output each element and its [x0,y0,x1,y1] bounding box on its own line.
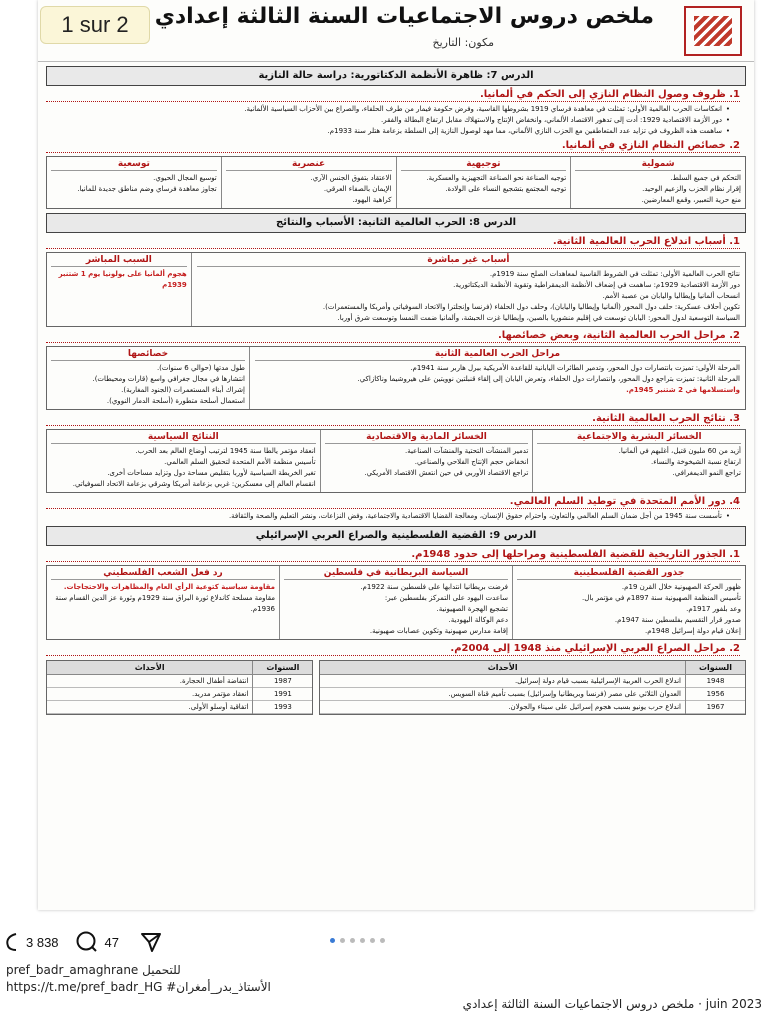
comment-icon[interactable] [75,930,99,954]
logo-icon [694,16,732,46]
lesson-8-section-3-title: 3. نتائج الحرب العالمية الثانية. [46,413,740,426]
column-item: ارتفاع نسبة الشيخوخة والنساء. [651,458,741,466]
lesson-8-section-1-title: 1. أسباب اندلاع الحرب العالمية الثانية. [46,236,740,249]
caption-line-1: pref_badr_amaghrane للتحميل [6,963,181,977]
list-item: • دور الأزمة الاقتصادية 1929: أدت إلى تدهور الاقتصاد الألماني، وانخفاض الإنتاج والاستهلاك مقابل ارتفاع البطالة والفقر. [50,115,730,126]
carousel-dots [330,938,385,943]
palestine-roots-table [46,565,746,640]
caption-line-3: juin 2023 · ملخص دروس الاجتماعيات السنة الثالثة إعدادي [462,997,762,1011]
timeline-events [320,661,685,714]
carousel-dot[interactable] [350,938,355,943]
nazi-features-table [46,156,746,209]
lesson-7-title: الدرس 7: ظاهرة الأنظمة الدكتاتورية: دراسة حالة النازية [46,66,746,86]
carousel-dot[interactable] [330,938,335,943]
list-item: • انعكاسات الحرب العالمية الأولى: تمثلت في معاهدة فرساي 1919 بشروطها القاسية، وفرض حكومة فيمار من طرف الحلفاء، والصراع بين الأحزاب السياسية الألمانية. [50,104,730,115]
column-item: دور الأزمة الاقتصادية 1929م: ساهمت في إضعاف الأنظمة الديمقراطية وتقوية الأنظمة الديكتاتورية. [453,281,740,289]
column-item: انسحاب ألمانيا وإيطاليا واليابان من عصبة الأمم. [602,292,740,300]
column-head: توسعية [51,159,217,171]
carousel-dot[interactable] [360,938,365,943]
column-item: تأسيس المنظمة الصهيونية سنة 1897م في مؤتمر بال. [582,594,741,602]
lesson-8-section-2-title: 2. مراحل الحرب العالمية الثانية، وبعض خصائصها. [46,330,740,343]
column-item: توجيه المجتمع بتشجيع النساء على الولادة. [445,185,567,193]
column-item: انعقاد مؤتمر يالطا سنة 1945 لترتيب أوضاع العالم بعد الحرب. [135,447,316,455]
timeline-years [252,661,312,714]
lesson-8-section-4-list [50,511,730,522]
column-item: مقاومة سياسية كتوعية الرأي العام والمظاهرات والاحتجاجات. [63,583,275,591]
column-head: خصائصها [51,349,245,361]
column-item: المرحلة الأولى: تميزت بانتصارات دول المحور، وتدمير الطائرات اليابانية للقاعدة الأمريكية بيرل هاربر سنة 1941م. [410,364,740,372]
column-item: تأسيس منظمة الأمم المتحدة لتحقيق السلم العالمي. [164,458,316,466]
column-item: استعمال أسلحة متطورة (أسلحة الدمار النووي). [106,397,245,405]
column-head: مراحل الحرب العالمية الثانية [255,349,740,361]
list-item: • ساهمت هذه الظروف في تزايد عدد المتعاطفين مع الحزب النازي الألماني، مما مهد لوصول النازية إلى السلطة بزعامة هتلر سنة 1933م. [50,126,730,137]
column-item: فرضت بريطانيا انتدابها على فلسطين سنة 1922م. [360,583,508,591]
column-item: صدور قرار التقسيم بفلسطين سنة 1947م. [614,616,741,624]
roots-column [512,566,745,639]
column-item: تجاوز معاهدة فرساي وضم مناطق جديدة للمانيا. [77,185,217,193]
column-head: الخسائر المادية والاقتصادية [325,432,529,444]
column-item: الاعتقاد بتفوق الجنس الآري. [310,174,392,182]
column-item: هجوم ألمانيا على بولونيا يوم 1 شتنبر 1939م [58,270,187,289]
column-item: الإيمان بالصفاء العرقي. [323,185,392,193]
timeline-year: 1991 [253,688,312,701]
lesson-8-title: الدرس 8: الحرب العالمية الثانية: الأسباب والنتائج [46,213,746,233]
lesson-8-section-4-title: 4. دور الأمم المتحدة في توطيد السلم العالمي. [46,496,740,509]
timeline-year: 1948 [686,675,745,688]
timeline-table-left [46,660,313,715]
lesson-9-title: الدرس 9: القضية الفلسطينية والصراع العربي الإسرائيلي [46,526,746,546]
war-features [47,347,249,409]
column-item: انقسام العالم إلى معسكرين: غربي بزعامة أمريكا وشرقي بزعامة الاتحاد السوفياتي. [72,480,316,488]
column-head: جذور القضية الفلسطينية [517,568,741,580]
column-item: كراهية اليهود. [352,196,392,204]
column-head: رد فعل الشعب الفلسطيني [51,568,275,580]
column-item: ظهور الحركة الصهيونية خلال القرن 19م. [621,583,741,591]
logo [684,6,742,56]
direct-cause [47,253,191,326]
column-item: منع حرية التعبير، وقمع المعارضين. [641,196,741,204]
column-head: السبب المباشر [51,255,187,267]
timeline-year: 1967 [686,701,745,714]
carousel-dot[interactable] [340,938,345,943]
caption-link[interactable]: https://t.me/pref_badr_HG #الأستاذ_بدر_أمغران [6,980,271,994]
timeline-event: العدوان الثلاثي على مصر (فرنسا وبريطانيا وإسرائيل) بسبب تأميم قناة السويس. [320,688,685,701]
column-item: إعلان قيام دولة إسرائيل 1948م. [644,627,741,635]
column-head: الأحداث [320,661,685,675]
column-head: السنوات [253,661,312,675]
column-item: مقاومة مسلحة كاندلاع ثورة البراق سنة 1929م وثورة عز الدين القسام سنة 1936م. [55,594,275,613]
war-causes-table [46,252,746,327]
timeline-events [47,661,252,714]
carousel-dot[interactable] [370,938,375,943]
post-action-bar [0,922,768,962]
comment-count: 47 [104,934,120,950]
war-phases-table [46,346,746,410]
share-icon[interactable] [139,930,163,954]
timeline-event: انعقاد مؤتمر مدريد. [47,688,252,701]
timeline-year: 1987 [253,675,312,688]
timeline-years [685,661,745,714]
column-item: إشراك أبناء المستعمرات (الجنود المغاربة). [121,386,245,394]
result-column [532,430,745,492]
page-indicator: 1 sur 2 [40,6,150,44]
column-head: السنوات [686,661,745,675]
column-head: شمولية [575,159,741,171]
column-item: تكوين أحلاف عسكرية: حلف دول المحور (ألمانيا وإيطاليا واليابان)، وحلف دول الحلفاء (فرنسا وإنجلترا والاتحاد السوفياتي وأمريكا والمستعمرات). [322,303,740,311]
column-item: التحكم في جميع السلط. [670,174,741,182]
column-item: ساعدت اليهود على التمركز بفلسطين عبر: [384,594,508,602]
lesson-9-section-2-title: 2. مراحل الصراع العربي الإسرائيلي منذ 1948 إلى 2004م. [46,643,740,656]
timeline-table-right [319,660,746,715]
column-item: نتائج الحرب العالمية الأولى: تمثلت في الشروط القاسية لمعاهدات الصلح سنة 1919م. [489,270,740,278]
column-head: السياسة البريطانية في فلسطين [284,568,508,580]
column-item: تدمير المنشآت التحتية والمنشآت الصناعية. [404,447,529,455]
column-item: تراجع النمو الديمغرافي. [672,469,741,477]
roots-column [279,566,512,639]
timeline-event: اندلاع الحرب العربية الإسرائيلية بسبب قيام دولة إسرائيل. [320,675,685,688]
column-item: دعم الوكالة اليهودية. [448,616,508,624]
like-icon[interactable] [4,932,20,952]
column-head: الخسائر البشرية والاجتماعية [537,432,741,444]
column-item: المرحلة الثانية: تميزت بتراجع دول المحور، وانتصارات دول الحلفاء، وتعرض اليابان إلى إلقاء قنبلتين نوويتين على هيروشيما وناكازاكي. [357,375,740,383]
feature-column [570,157,745,208]
column-item: السياسة التوسعية لدول المحور: اليابان توسعت في إقليم منشوريا بالصين، وإيطاليا غزت الحبشة، وألمانيا ضمت النمسا وتوسعت شرق أوربا. [337,314,740,322]
lesson-9-section-1-title: 1. الجذور التاريخية للقضية الفلسطينية ومراحلها إلى حدود 1948م. [46,549,740,562]
column-item: واستسلامها في 2 شتنبر 1945م. [626,386,740,394]
timeline-event: اندلاع حرب يونيو بسبب هجوم إسرائيل على سيناء والجولان. [320,701,685,714]
column-item: إقامة مدارس صهيونية وتكوين عصابات صهيونية. [369,627,508,635]
column-item: توسيع المجال الحيوي. [153,174,217,182]
document-subtitle: مكون: التاريخ [432,36,494,49]
feature-column [396,157,571,208]
lesson-7-section-1-title: 1. ظروف وصول النظام النازي إلى الحكم في ألمانيا. [46,89,740,102]
list-item: • تأسست سنة 1945 من أجل ضمان السلم العالمي والتعاون، واحترام حقوق الإنسان، ومعالجة القضايا الاقتصادية والاجتماعية، وفض النزاعات، ونشر التعليم والصحة والثقافة. [50,511,730,522]
column-head: النتائج السياسية [51,432,316,444]
column-item: تغير الخريطة السياسية لأوربا بتقليص مساحة دول وتزايد مساحات أخرى. [107,469,316,477]
war-results-table [46,429,746,493]
result-column [320,430,533,492]
result-column [47,430,320,492]
indirect-causes [191,253,745,326]
column-item: انخفاض حجم الإنتاج الفلاحي والصناعي. [414,458,529,466]
column-head: الأحداث [47,661,252,675]
timeline-year: 1993 [253,701,312,714]
column-item: انتشارها في مجال جغرافي واسع (قارات ومحيطات). [92,375,245,383]
column-head: توجيهية [401,159,567,171]
post-caption [6,962,762,1013]
column-item: وعد بلفور 1917م. [686,605,741,613]
column-item: إقرار نظام الحزب والزعيم الوحيد. [642,185,741,193]
column-item: أزيد من 60 مليون قتيل، أغلبهم في ألمانيا. [618,447,741,455]
column-head: أسباب غير مباشرة [197,255,740,267]
feature-column [47,157,221,208]
lesson-7-section-1-list [50,104,730,137]
column-item: طول مدتها (حوالي 6 سنوات). [156,364,245,372]
timeline-year: 1956 [686,688,745,701]
war-phases [249,347,745,409]
timeline-event: اتفاقية أوسلو الأولى. [47,701,252,714]
lesson-7-section-2-title: 2. خصائص النظام النازي في ألمانيا. [46,140,740,153]
column-item: تشجيع الهجرة الصهيونية. [436,605,508,613]
document-page [38,0,754,910]
conflict-timeline [38,657,754,718]
like-count: 3 838 [26,934,59,950]
column-head: عنصرية [226,159,392,171]
document-title: ملخص دروس الاجتماعيات السنة الثالثة إعدادي [154,4,654,29]
carousel-dot[interactable] [380,938,385,943]
column-item: توجيه الصناعة نحو الصناعة التجهيزية والعسكرية. [426,174,567,182]
column-item: تراجع الاقتصاد الأوربي في حين انتعش الاقتصاد الأمريكي. [364,469,529,477]
timeline-event: انتفاضة أطفال الحجارة. [47,675,252,688]
feature-column [221,157,396,208]
roots-column [47,566,279,639]
